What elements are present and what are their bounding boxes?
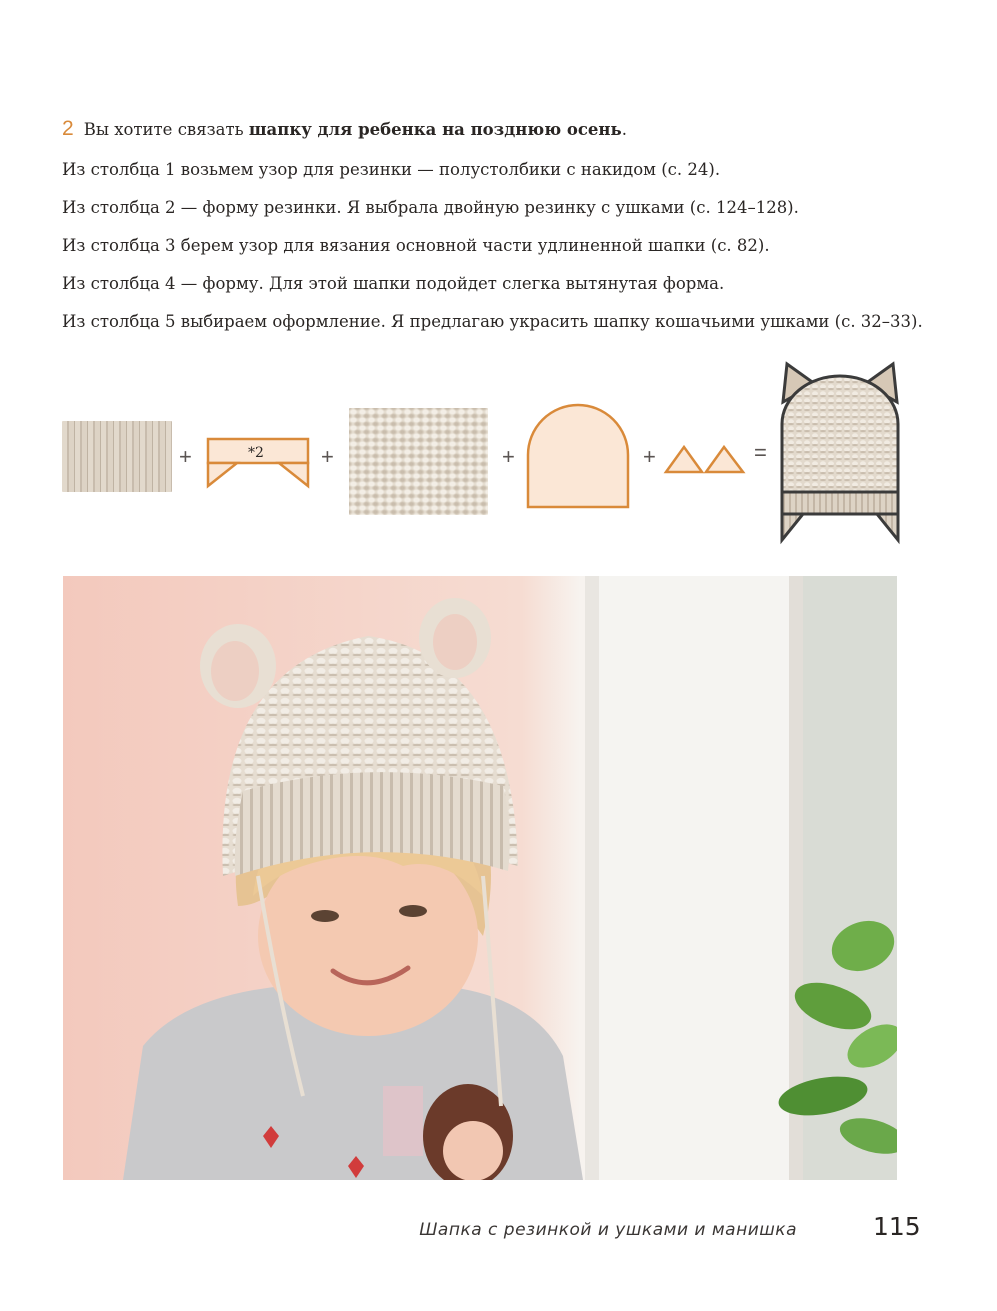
main-stitch-swatch [349, 408, 488, 515]
result-hat-diagram [779, 362, 901, 542]
intro-line [62, 118, 942, 139]
band-label: *2 [248, 445, 264, 461]
plus-sign: + [321, 444, 334, 469]
intro-bold-text: шапку для ребенка на позднюю осень [248, 120, 622, 139]
hat-shape-diagram [527, 405, 631, 509]
instruction-line-3: Из столбца 3 берем узор для вязания основной части удлиненной шапки (с. 82). [62, 236, 770, 255]
rib-pattern-swatch [62, 421, 172, 492]
intro-text: Вы хотите связать [83, 120, 249, 139]
equals-sign: = [754, 440, 767, 465]
instruction-line-4: Из столбца 4 — форму. Для этой шапки подойдет слегка вытянутая форма. [62, 274, 725, 293]
instruction-line-2: Из столбца 2 — форму резинки. Я выбрала двойную резинку с ушками (с. 124–128). [62, 198, 799, 217]
intro-end: . [621, 120, 627, 139]
plus-sign: + [643, 444, 656, 469]
step-number: 2 [62, 117, 74, 140]
page-number: 115 [873, 1212, 921, 1241]
instruction-line-1: Из столбца 1 возьмем узор для резинки — полустолбики с накидом (с. 24). [62, 160, 721, 179]
ears-diagram [664, 445, 746, 473]
child-photo [63, 576, 897, 1180]
instruction-line-5: Из столбца 5 выбираем оформление. Я предлагаю украсить шапку кошачьими ушками (с. 32–33). [62, 312, 923, 331]
plus-sign: + [179, 444, 192, 469]
plus-sign: + [502, 444, 515, 469]
running-footer-title: Шапка с резинкой и ушками и манишка [419, 1220, 797, 1240]
